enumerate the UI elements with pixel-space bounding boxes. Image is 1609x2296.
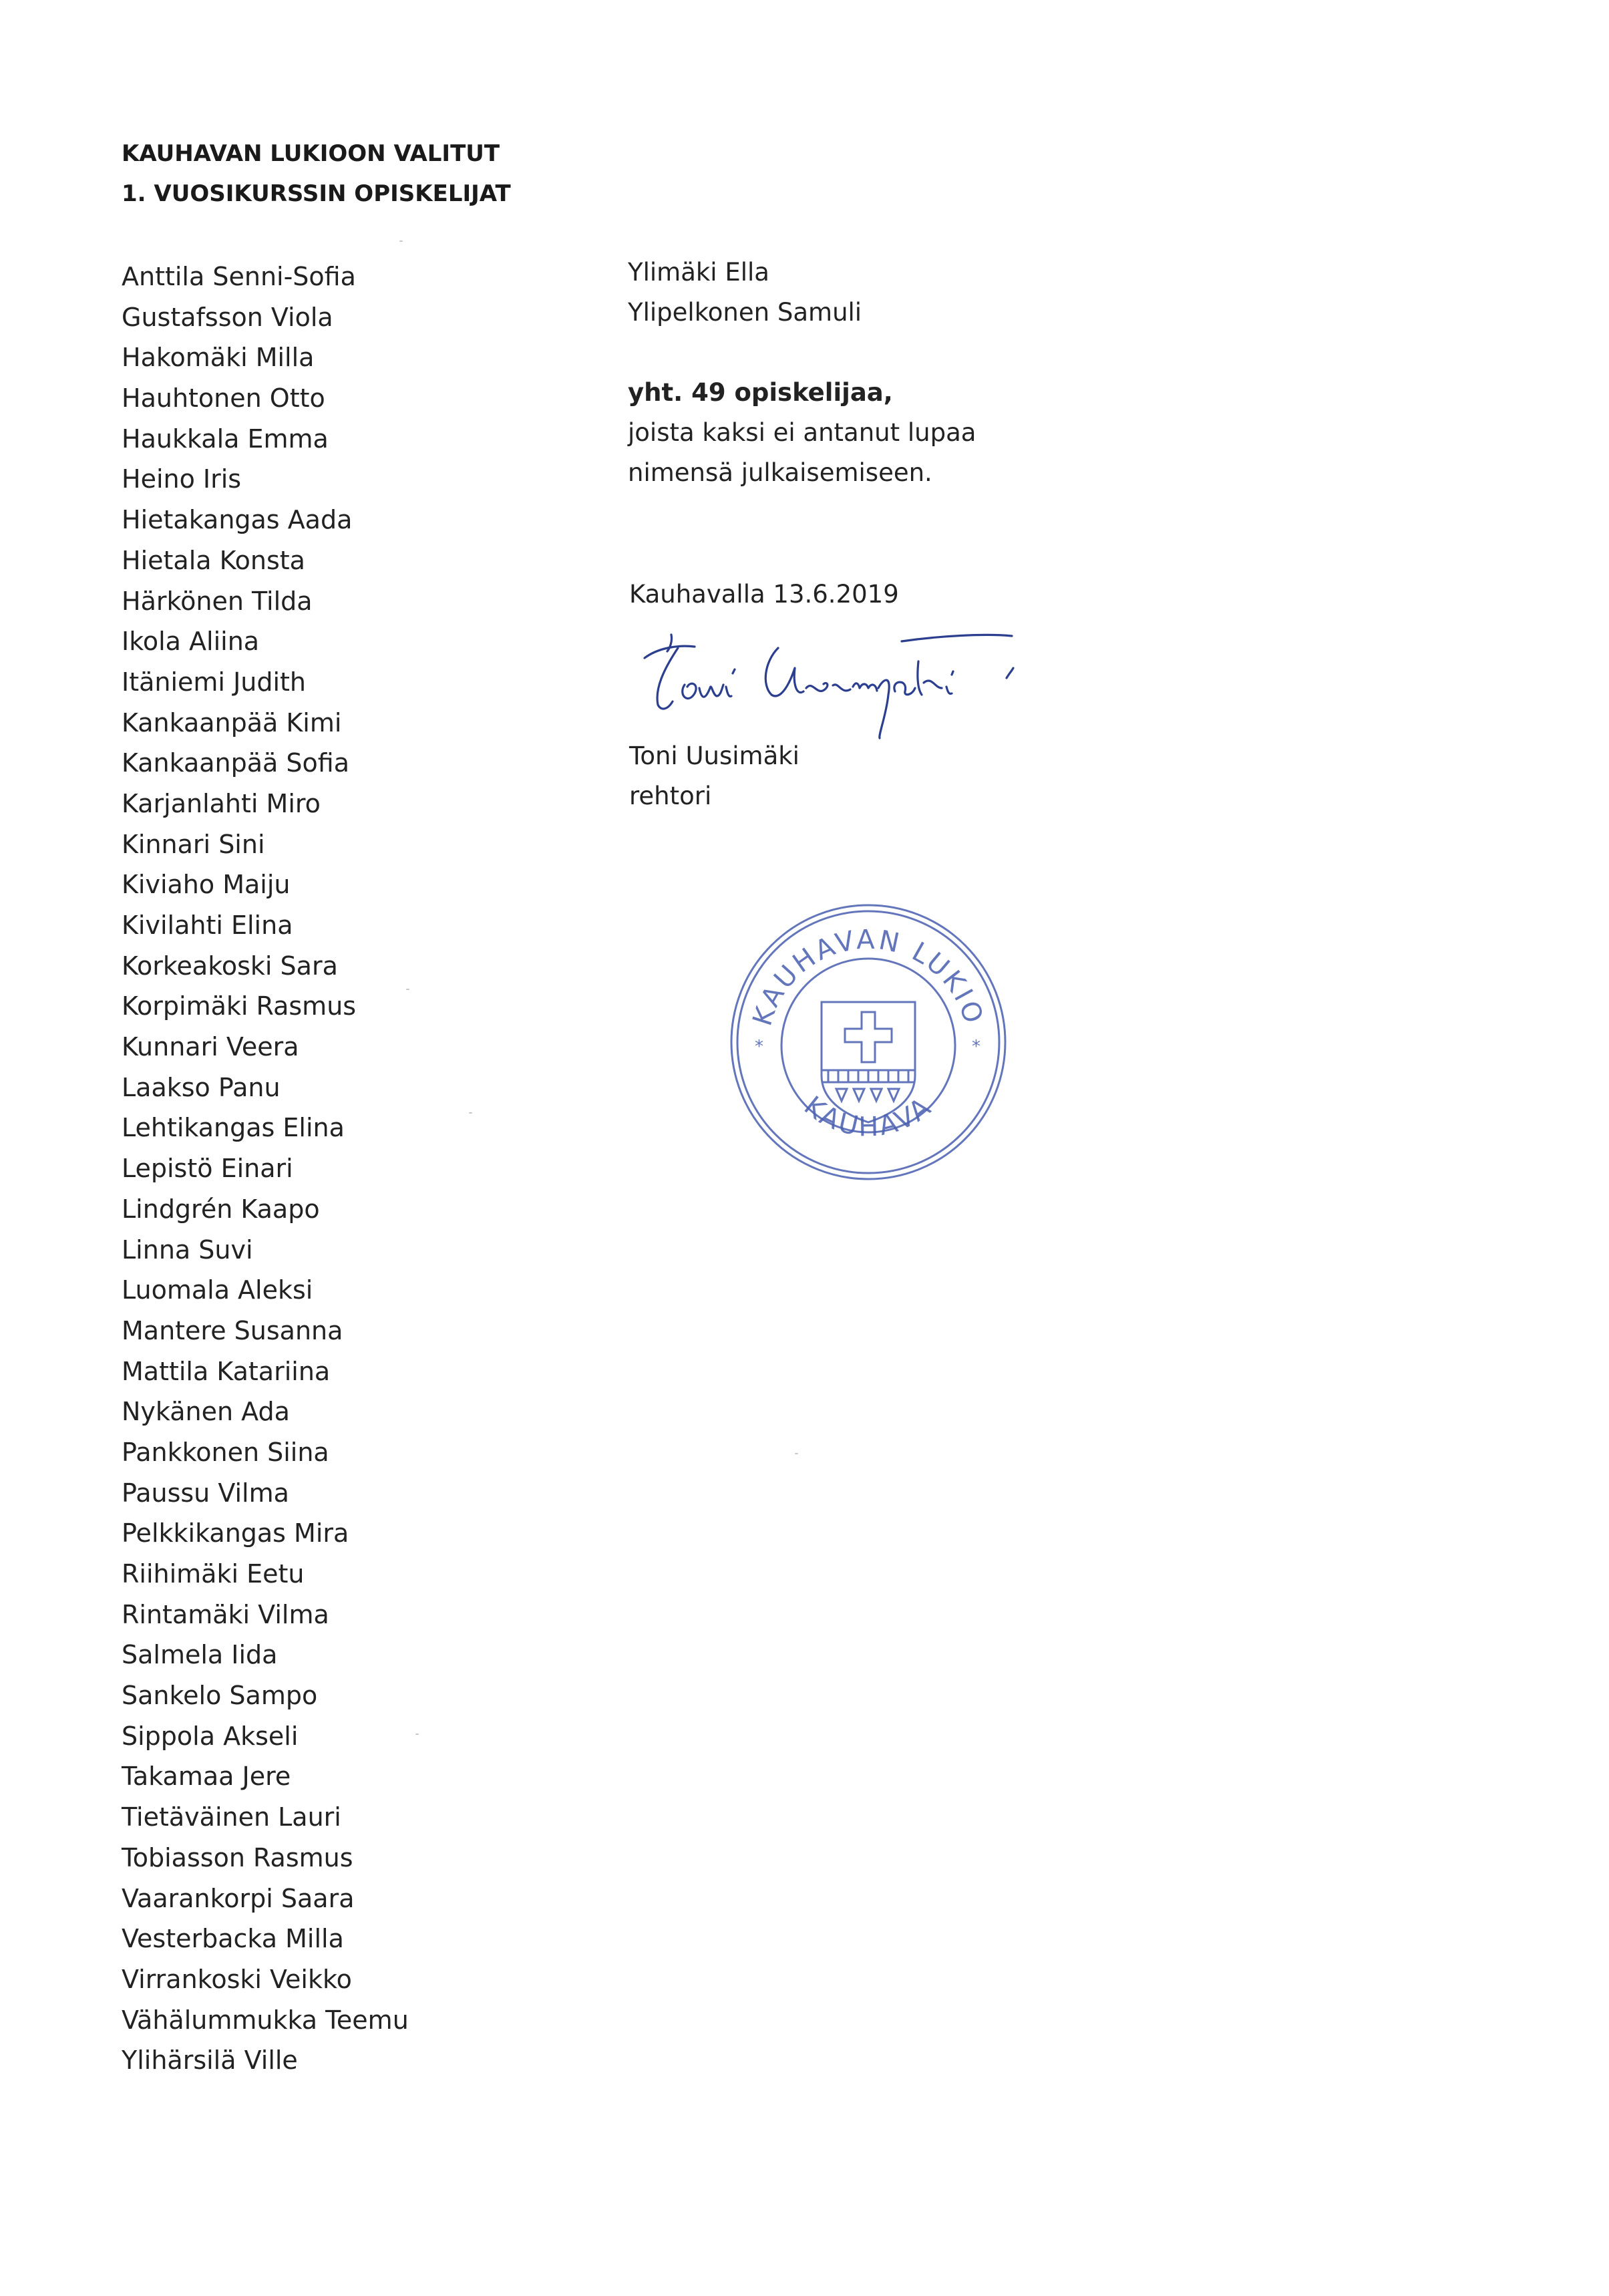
student-name: Laakso Panu: [122, 1072, 281, 1102]
student-name: Riihimäki Eetu: [122, 1559, 305, 1589]
student-name: Hakomäki Milla: [122, 343, 315, 373]
student-name: Salmela Iida: [122, 1640, 278, 1670]
student-name: Korkeakoski Sara: [122, 951, 338, 981]
student-name: Vähälummukka Teemu: [122, 2005, 409, 2035]
student-name: Ikola Aliina: [122, 627, 260, 657]
student-name: Ylihärsilä Ville: [122, 2045, 298, 2076]
student-name: Luomala Aleksi: [122, 1275, 313, 1305]
school-stamp: [721, 895, 1015, 1189]
total-count: yht. 49 opiskelijaa,: [628, 378, 893, 407]
document-heading: [122, 134, 511, 214]
student-name: Tobiasson Rasmus: [122, 1842, 353, 1872]
student-name: Sankelo Sampo: [122, 1681, 318, 1711]
student-name: Hietala Konsta: [122, 545, 305, 575]
heading-line-1: KAUHAVAN LUKIOON VALITUT: [122, 140, 500, 167]
student-name: Pankkonen Siina: [122, 1437, 329, 1467]
right-column: [628, 253, 976, 493]
permission-note-line-2: nimensä julkaisemiseen.: [628, 458, 932, 487]
student-name: Lindgrén Kaapo: [122, 1194, 320, 1224]
student-name: Hauhtonen Otto: [122, 383, 325, 414]
student-name: Kiviaho Maiju: [122, 870, 291, 900]
student-name: Korpimäki Rasmus: [122, 991, 357, 1021]
student-name: Hietakangas Aada: [122, 505, 353, 535]
student-name: Heino Iris: [122, 464, 242, 494]
student-name: Kankaanpää Sofia: [122, 748, 349, 778]
student-name: Virrankoski Veikko: [122, 1964, 352, 1994]
student-name: Kunnari Veera: [122, 1032, 299, 1062]
student-name: Ylipelkonen Samuli: [628, 298, 862, 327]
heading-line-2: 1. VUOSIKURSSIN OPISKELIJAT: [122, 180, 511, 207]
student-name: Takamaa Jere: [122, 1762, 291, 1792]
student-name: Rintamäki Vilma: [122, 1599, 329, 1629]
student-name: Lehtikangas Elina: [122, 1113, 345, 1143]
student-name: Nykänen Ada: [122, 1397, 290, 1427]
student-name: Mantere Susanna: [122, 1315, 343, 1345]
student-name: Kinnari Sini: [122, 829, 265, 859]
student-name: Härkönen Tilda: [122, 586, 313, 616]
svg-text:*: *: [755, 1037, 763, 1057]
student-name: Mattila Katariina: [122, 1356, 331, 1386]
student-name: Pelkkikangas Mira: [122, 1518, 349, 1548]
student-name: Ylimäki Ella: [628, 258, 769, 287]
student-name: Haukkala Emma: [122, 424, 329, 454]
permission-note-line-1: joista kaksi ei antanut lupaa: [628, 418, 976, 447]
student-name: Anttila Senni-Sofia: [122, 262, 356, 291]
student-name: Kankaanpää Kimi: [122, 707, 342, 737]
signature-image: [638, 621, 1052, 742]
student-list-column-1: [122, 257, 409, 2081]
student-name: Tietäväinen Lauri: [122, 1802, 341, 1832]
student-name: Gustafsson Viola: [122, 302, 333, 332]
date-place: Kauhavalla 13.6.2019: [629, 580, 899, 609]
student-name: Karjanlahti Miro: [122, 788, 321, 818]
student-name: Vesterbacka Milla: [122, 1924, 344, 1954]
student-name: Paussu Vilma: [122, 1478, 289, 1508]
signer-name: Toni Uusimäki: [629, 742, 799, 770]
signer-title: rehtori: [629, 782, 712, 810]
signer-block: [629, 736, 799, 816]
student-name: Kivilahti Elina: [122, 911, 293, 940]
student-name: Sippola Akseli: [122, 1721, 299, 1751]
student-name: Vaarankorpi Saara: [122, 1883, 355, 1913]
stamp-top-text: KAUHAVAN LUKIO: [747, 924, 990, 1030]
svg-text:*: *: [972, 1037, 980, 1057]
student-name: Lepistö Einari: [122, 1154, 293, 1184]
stamp-bottom-text: KAUHAVA: [798, 1090, 938, 1143]
student-name: Itäniemi Judith: [122, 667, 307, 697]
student-name: Linna Suvi: [122, 1235, 253, 1265]
